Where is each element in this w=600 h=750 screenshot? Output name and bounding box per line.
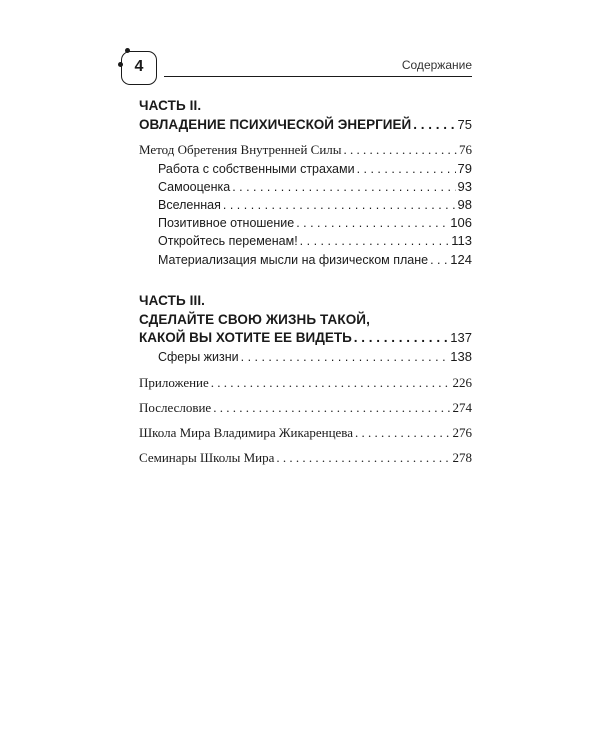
toc-entry-label: Сферы жизни bbox=[158, 350, 239, 364]
toc-entry-page: 106 bbox=[450, 215, 472, 230]
dot-leader bbox=[241, 348, 449, 366]
toc-entry-label: Приложение bbox=[139, 375, 209, 390]
toc-subentry[interactable] bbox=[158, 160, 472, 178]
dot-leader bbox=[300, 232, 450, 250]
toc-entry-label: ОВЛАДЕНИЕ ПСИХИЧЕСКОЙ ЭНЕРГИЕЙ bbox=[139, 117, 412, 132]
toc-entry-page: 276 bbox=[452, 425, 472, 440]
toc-subentry[interactable] bbox=[158, 348, 472, 366]
toc-entry[interactable] bbox=[139, 141, 472, 159]
toc-entry-page: 79 bbox=[457, 161, 472, 176]
toc-entry-page: 98 bbox=[457, 197, 472, 212]
toc-entry-page: 124 bbox=[450, 252, 472, 267]
toc-entry-page: 226 bbox=[452, 375, 472, 390]
dot-leader bbox=[276, 449, 450, 467]
toc-entry-page: 274 bbox=[452, 400, 472, 415]
toc-subentry[interactable] bbox=[158, 251, 472, 269]
toc-entry-label: Материализация мысли на физическом плане bbox=[158, 253, 429, 267]
toc-entry-label: Работа с собственными страхами bbox=[158, 162, 355, 176]
part-2-title-entry[interactable] bbox=[139, 116, 472, 134]
toc-entry-label: Откройтесь переменам! bbox=[158, 234, 298, 248]
toc-entry-page: 75 bbox=[457, 117, 472, 132]
running-title: Содержание bbox=[401, 58, 472, 72]
toc-entry-label: Самооценка bbox=[158, 180, 231, 194]
dot-leader bbox=[413, 116, 455, 134]
dot-leader bbox=[344, 141, 457, 159]
dot-leader bbox=[232, 178, 455, 196]
toc-entry-label: Послесловие bbox=[139, 400, 212, 415]
dot-leader bbox=[357, 160, 456, 178]
dot-leader bbox=[355, 424, 450, 442]
dot-leader bbox=[354, 329, 449, 347]
part-3-title-entry[interactable] bbox=[139, 329, 472, 347]
toc-entry[interactable] bbox=[139, 449, 472, 467]
toc-entry-label: КАКОЙ ВЫ ХОТИТЕ ЕЕ ВИДЕТЬ bbox=[139, 330, 352, 345]
toc-entry-page: 113 bbox=[451, 233, 472, 248]
dot-leader bbox=[296, 214, 448, 232]
toc-entry-label: Позитивное отношение bbox=[158, 216, 295, 230]
toc-entry-label: Вселенная bbox=[158, 198, 221, 212]
toc-subentry[interactable] bbox=[158, 214, 472, 232]
toc-entry[interactable] bbox=[139, 399, 472, 417]
toc-entry-page: 93 bbox=[457, 179, 472, 194]
toc-entry-page: 138 bbox=[450, 349, 472, 364]
toc-entry-label: Школа Мира Владимира Жикаренцева bbox=[139, 425, 354, 440]
dot-leader bbox=[213, 399, 450, 417]
dot-leader bbox=[223, 196, 456, 214]
dot-leader bbox=[430, 251, 448, 269]
part-3-heading: ЧАСТЬ III. bbox=[139, 293, 206, 308]
toc-entry-label: Семинары Школы Мира bbox=[139, 450, 275, 465]
toc-subentry[interactable] bbox=[158, 196, 472, 214]
toc-entry-label: Метод Обретения Внутренней Силы bbox=[139, 142, 342, 157]
toc-entry[interactable] bbox=[139, 374, 472, 392]
part-3-title-line: СДЕЛАЙТЕ СВОЮ ЖИЗНЬ ТАКОЙ, bbox=[139, 312, 370, 327]
header-rule bbox=[164, 76, 472, 77]
dot-leader bbox=[211, 374, 451, 392]
toc-entry[interactable] bbox=[139, 424, 472, 442]
toc-subentry[interactable] bbox=[158, 232, 472, 250]
page-number: 4 bbox=[134, 58, 144, 75]
part-2-heading: ЧАСТЬ II. bbox=[139, 98, 202, 113]
toc-entry-page: 278 bbox=[452, 450, 472, 465]
toc-entry-page: 76 bbox=[459, 142, 472, 157]
toc-entry-page: 137 bbox=[450, 330, 472, 345]
toc-subentry[interactable] bbox=[158, 178, 472, 196]
